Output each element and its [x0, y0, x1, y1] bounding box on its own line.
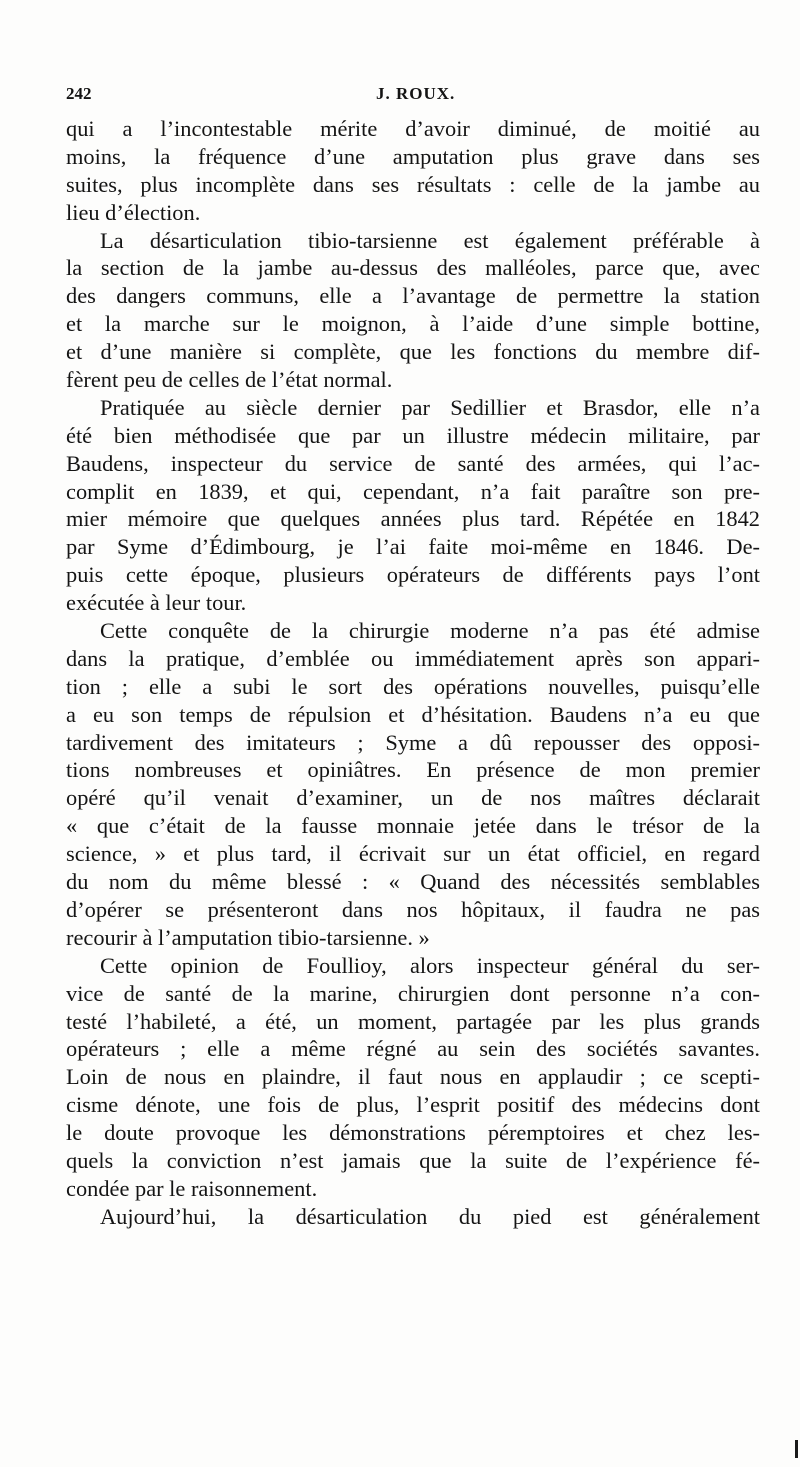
text-line: condée par le raisonnement. — [66, 1175, 318, 1201]
text-line: « que c’était de la fausse monnaie jetée dans le trésor de la — [66, 813, 760, 839]
text-line: moins, la fréquence d’une amputation plus grave dans ses — [66, 143, 760, 169]
text-line: le doute provoque les démonstrations péremptoires et chez les- — [66, 1120, 760, 1146]
text-line: suites, plus incomplète dans ses résultats : celle de la jambe au — [66, 171, 760, 197]
text-line: La désarticulation tibio-tarsienne est également préférable à — [100, 227, 760, 253]
running-head — [66, 84, 756, 108]
text-line: a eu son temps de répulsion et d’hésitation. Baudens n’a eu que — [66, 701, 760, 727]
text-line: Aujourd’hui, la désarticulation du pied est généralement — [100, 1203, 760, 1229]
text-line: opéré qu’il venait d’examiner, un de nos maîtres déclarait — [66, 785, 760, 811]
text-line: tardivement des imitateurs ; Syme a dû repousser des opposi- — [66, 729, 760, 755]
text-line: qui a l’incontestable mérite d’avoir diminué, de moitié au — [66, 116, 760, 141]
text-line: Pratiquée au siècle dernier par Sedillier et Brasdor, elle n’a — [100, 394, 760, 420]
text-line: et la marche sur le moignon, à l’aide d’une simple bottine, — [66, 311, 760, 337]
text-line: puis cette époque, plusieurs opérateurs de différents pays l’ont — [66, 562, 760, 588]
text-line: opérateurs ; elle a même régné au sein des sociétés savantes. — [66, 1036, 760, 1062]
text-line: exécutée à leur tour. — [66, 590, 247, 616]
text-line: testé l’habileté, a été, un moment, partagée par les plus grands — [66, 1008, 760, 1034]
text-line: dans la pratique, d’emblée ou immédiatement après son appari- — [66, 645, 760, 671]
text-line: Loin de nous en plaindre, il faut nous en applaudir ; ce scepti- — [66, 1064, 760, 1090]
text-line: lieu d’élection. — [66, 199, 201, 225]
text-line: tion ; elle a subi le sort des opérations nouvelles, puisqu’elle — [66, 673, 760, 699]
text-line: vice de santé de la marine, chirurgien dont personne n’a con- — [66, 980, 760, 1006]
text-line: été bien méthodisée que par un illustre médecin militaire, par — [66, 422, 760, 448]
body-text — [66, 115, 760, 1231]
page-edge-mark — [795, 1440, 798, 1458]
text-line: et d’une manière si complète, que les fonctions du membre dif- — [66, 339, 760, 365]
text-line: quels la conviction n’est jamais que la suite de l’expérience fé- — [66, 1147, 760, 1173]
text-line: science, » et plus tard, il écrivait sur un état officiel, en regard — [66, 841, 760, 867]
page-number: 242 — [66, 84, 92, 103]
text-line: d’opérer se présenteront dans nos hôpitaux, il faudra ne pas — [66, 896, 760, 922]
text-line: tions nombreuses et opiniâtres. En présence de mon premier — [66, 757, 760, 783]
text-line: cisme dénote, une fois de plus, l’esprit positif des médecins dont — [66, 1092, 760, 1118]
text-line: par Syme d’Édimbourg, je l’ai faite moi-même en 1846. De- — [66, 534, 760, 560]
text-line: la section de la jambe au-dessus des malléoles, parce que, avec — [66, 255, 760, 281]
text-line: Cette opinion de Foullioy, alors inspecteur général du ser- — [100, 952, 760, 978]
text-line: fèrent peu de celles de l’état normal. — [66, 367, 393, 393]
text-line: complit en 1839, et qui, cependant, n’a fait paraître son pre- — [66, 478, 760, 504]
text-line: Cette conquête de la chirurgie moderne n’a pas été admise — [100, 618, 760, 644]
text-line: Baudens, inspecteur du service de santé des armées, qui l’ac- — [66, 450, 760, 476]
text-line: recourir à l’amputation tibio-tarsienne. » — [66, 924, 430, 950]
text-line: du nom du même blessé : « Quand des nécessités semblables — [66, 869, 760, 895]
text-line: mier mémoire que quelques années plus tard. Répétée en 1842 — [66, 506, 760, 532]
running-head-author: J. ROUX. — [376, 84, 456, 103]
text-line: des dangers communs, elle a l’avantage de permettre la station — [66, 283, 760, 309]
